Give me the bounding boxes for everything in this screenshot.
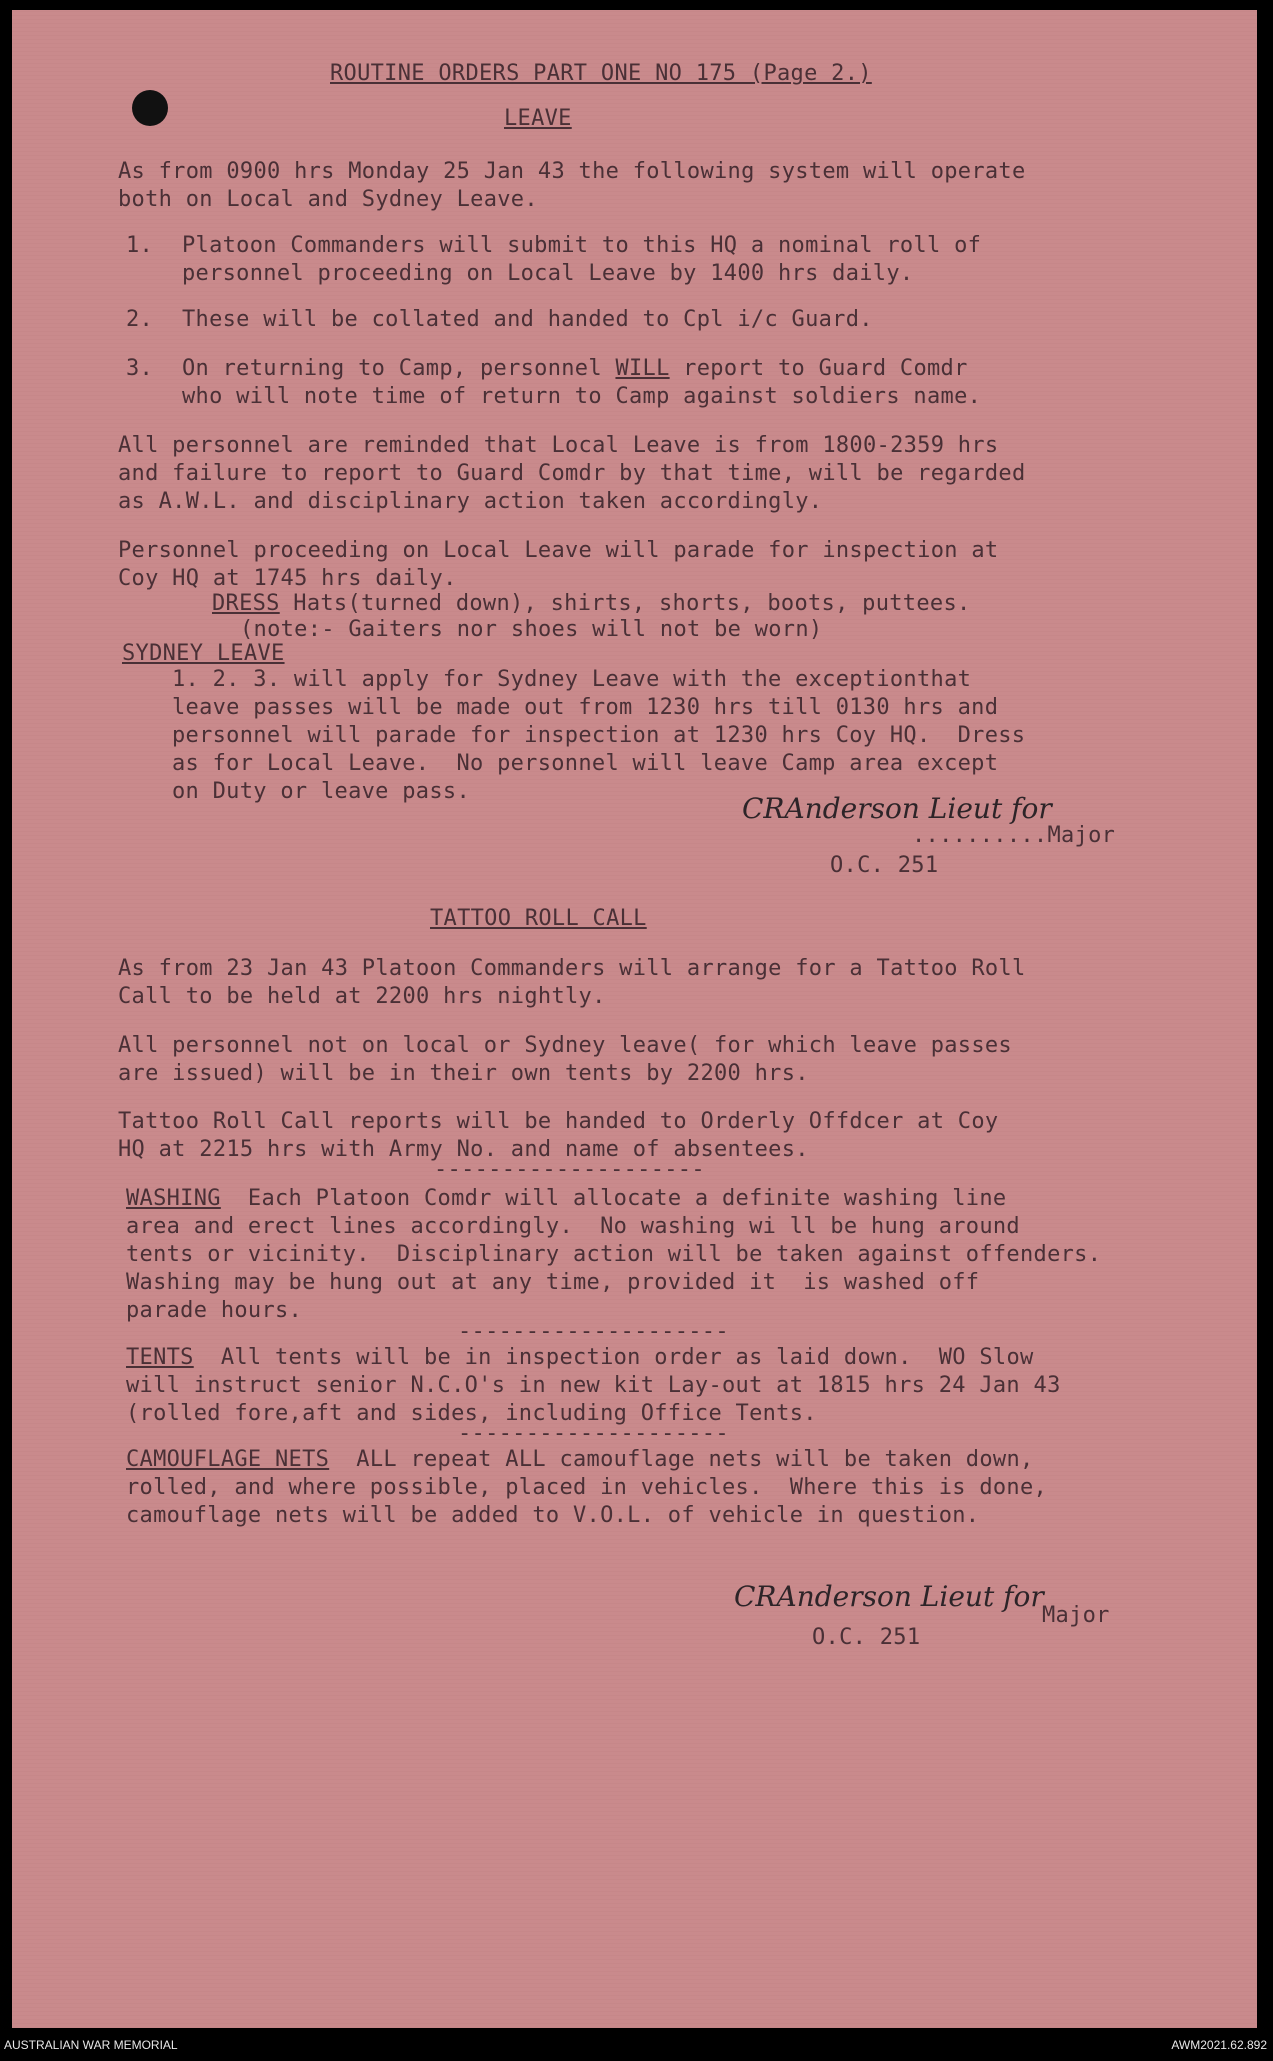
- leave-item-line: Platoon Commanders will submit to this HQ a nominal roll of: [182, 233, 982, 258]
- document-page: [12, 10, 1257, 2028]
- footer-right: AWM2021.62.892: [1171, 2038, 1267, 2052]
- tattoo-line: All personnel not on local or Sydney leave( for which leave passes: [118, 1033, 1012, 1058]
- tents-line: will instruct senior N.C.O's in new kit Lay-out at 1815 hrs 24 Jan 43: [126, 1373, 1061, 1398]
- camouflage-line: rolled, and where possible, placed in vehicles. Where this is done,: [126, 1475, 1048, 1500]
- will-emphasis: WILL: [615, 356, 670, 381]
- footer-left: AUSTRALIAN WAR MEMORIAL: [4, 2038, 178, 2052]
- list-number: 2.: [126, 307, 154, 332]
- sydney-line: as for Local Leave. No personnel will leave Camp area except: [172, 751, 999, 776]
- dress-text: Hats(turned down), shirts, shorts, boots, puttees.: [279, 591, 971, 616]
- tents-line: (rolled fore,aft and sides, including Office Tents.: [126, 1401, 817, 1426]
- section-divider: --------------------: [434, 1157, 705, 1182]
- list-number: 1.: [126, 233, 154, 258]
- item3-text-b: report to Guard Comdr: [669, 356, 968, 381]
- dress-note: (note:- Gaiters nor shoes will not be worn): [240, 617, 823, 642]
- camouflage-line: [126, 1446, 1034, 1474]
- sydney-line: 1. 2. 3. will apply for Sydney Leave with the exceptionthat: [172, 667, 972, 692]
- signature-dots: ..........Major: [912, 823, 1116, 848]
- list-number: 3.: [126, 356, 154, 381]
- washing-line: parade hours.: [126, 1298, 303, 1323]
- washing-first: Each Platoon Comdr will allocate a definite washing line: [220, 1186, 1007, 1211]
- leave-item-line: personnel proceeding on Local Leave by 1400 hrs daily.: [182, 261, 914, 286]
- sydney-line: personnel will parade for inspection at 1230 hrs Coy HQ. Dress: [172, 723, 1026, 748]
- washing-line: Washing may be hung out at any time, provided it is washed off: [126, 1270, 980, 1295]
- camouflage-label: CAMOUFLAGE NETS: [126, 1447, 330, 1472]
- washing-line: tents or vicinity. Disciplinary action will be taken against offenders.: [126, 1242, 1102, 1267]
- handwritten-signature: CRAnderson Lieut for: [734, 1580, 1044, 1613]
- camouflage-first: ALL repeat ALL camouflage nets will be taken down,: [329, 1447, 1034, 1472]
- tattoo-line: Tattoo Roll Call reports will be handed to Orderly Offdcer at Coy: [118, 1109, 999, 1134]
- handwritten-signature: CRAnderson Lieut for: [742, 792, 1052, 825]
- leave-item-line: who will note time of return to Camp against soldiers name.: [182, 384, 982, 409]
- page-title: ROUTINE ORDERS PART ONE NO 175 (Page 2.): [330, 61, 872, 86]
- section-divider: --------------------: [458, 1319, 729, 1344]
- sydney-line: leave passes will be made out from 1230 hrs till 0130 hrs and: [172, 695, 999, 720]
- punch-hole: [132, 90, 168, 126]
- tattoo-line: As from 23 Jan 43 Platoon Commanders will arrange for a Tattoo Roll: [118, 956, 1026, 981]
- leave-item-line: These will be collated and handed to Cpl i/c Guard.: [182, 307, 873, 332]
- camouflage-line: camouflage nets will be added to V.O.L. of vehicle in question.: [126, 1503, 980, 1528]
- sydney-leave-heading: SYDNEY LEAVE: [122, 641, 285, 666]
- signature-unit: O.C. 251: [812, 1625, 921, 1650]
- tents-label: TENTS: [126, 1345, 194, 1370]
- leave-intro-line: As from 0900 hrs Monday 25 Jan 43 the following system will operate: [118, 159, 1026, 184]
- parade-line: Coy HQ at 1745 hrs daily.: [118, 566, 457, 591]
- dress-line: [212, 590, 971, 618]
- parade-line: Personnel proceeding on Local Leave will parade for inspection at: [118, 538, 999, 563]
- section-divider: --------------------: [458, 1421, 729, 1446]
- washing-line: area and erect lines accordingly. No washing wi ll be hung around: [126, 1214, 1020, 1239]
- tents-line: [126, 1344, 1034, 1372]
- tents-first: All tents will be in inspection order as laid down. WO Slow: [193, 1345, 1034, 1370]
- reminder-line: as A.W.L. and disciplinary action taken accordingly.: [118, 489, 823, 514]
- washing-label: WASHING: [126, 1186, 221, 1211]
- tattoo-line: HQ at 2215 hrs with Army No. and name of absentees.: [118, 1137, 809, 1162]
- leave-heading: LEAVE: [504, 106, 572, 131]
- item3-text-a: On returning to Camp, personnel: [182, 356, 616, 381]
- signature-unit: O.C. 251: [830, 853, 939, 878]
- leave-intro-line: both on Local and Sydney Leave.: [118, 187, 538, 212]
- washing-line: [126, 1185, 1006, 1213]
- sydney-line: on Duty or leave pass.: [172, 779, 470, 804]
- reminder-line: All personnel are reminded that Local Leave is from 1800-2359 hrs: [118, 433, 999, 458]
- tattoo-heading: TATTOO ROLL CALL: [430, 906, 647, 931]
- tattoo-line: are issued) will be in their own tents by 2200 hrs.: [118, 1061, 809, 1086]
- dress-label: DRESS: [212, 591, 280, 616]
- reminder-line: and failure to report to Guard Comdr by that time, will be regarded: [118, 461, 1026, 486]
- tattoo-line: Call to be held at 2200 hrs nightly.: [118, 984, 606, 1009]
- leave-item-line: [182, 355, 968, 383]
- signature-major: Major: [1042, 1603, 1110, 1628]
